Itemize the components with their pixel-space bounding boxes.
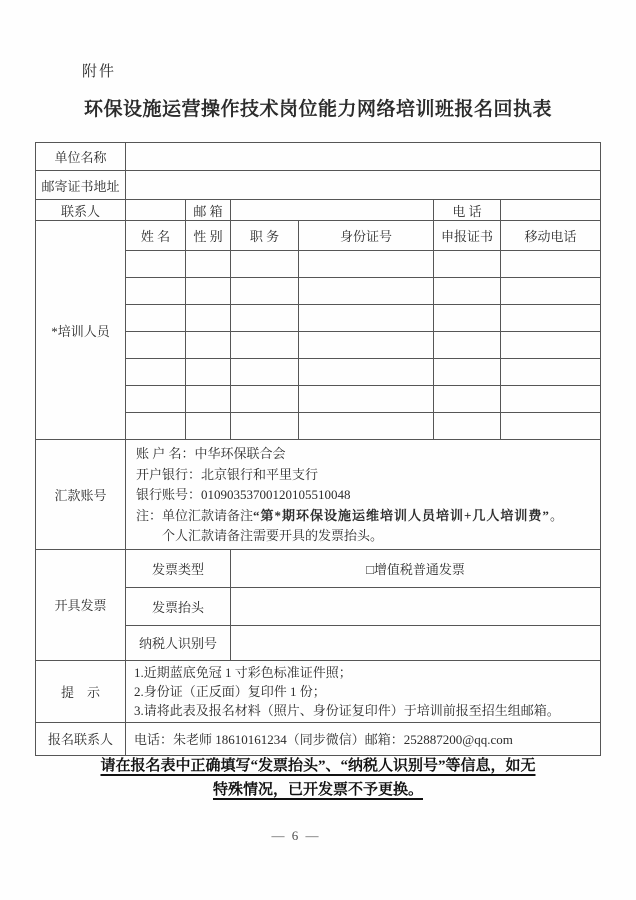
registration-form-table bbox=[35, 142, 601, 756]
trainee-empty-cell bbox=[434, 305, 501, 332]
remittance-note-suffix: 。 bbox=[549, 507, 563, 523]
trainee-empty-cell bbox=[126, 386, 186, 413]
checkbox-icon: □ bbox=[366, 561, 374, 577]
trainee-empty-cell bbox=[126, 332, 186, 359]
trainee-empty-cell bbox=[501, 278, 601, 305]
taxpayer-id-cell bbox=[231, 625, 601, 660]
remittance-bank: 开户银行：北京银行和平里支行 bbox=[136, 466, 319, 482]
trainee-col-header-position: 职 务 bbox=[231, 221, 299, 251]
trainee-empty-cell bbox=[186, 278, 231, 305]
invoice-type-row bbox=[36, 549, 601, 587]
trainee-empty-cell bbox=[299, 413, 434, 440]
trainee-empty-cell bbox=[126, 251, 186, 278]
invoice-title-cell bbox=[231, 587, 601, 625]
contact-label: 联系人 bbox=[36, 200, 126, 221]
remittance-account-number: 银行账号：01090353700120105510048 bbox=[136, 487, 351, 502]
invoice-type-label: 发票类型 bbox=[126, 549, 231, 587]
page-title: 环保设施运营操作技术岗位能力网络培训班报名回执表 bbox=[83, 99, 552, 120]
remittance-row bbox=[36, 440, 601, 550]
trainee-empty-cell bbox=[231, 251, 299, 278]
invoice-label: 开具发票 bbox=[36, 549, 126, 660]
trainee-empty-cell bbox=[231, 359, 299, 386]
trainee-empty-cell bbox=[501, 305, 601, 332]
trainee-col-header-mobile: 移动电话 bbox=[501, 221, 601, 251]
trainee-empty-cell bbox=[186, 251, 231, 278]
trainee-empty-cell bbox=[186, 413, 231, 440]
remittance-note-emphasis: “第*期环保设施运维培训人员培训+几人培训费” bbox=[253, 507, 550, 523]
trainee-empty-cell bbox=[501, 359, 601, 386]
trainee-empty-cell bbox=[299, 332, 434, 359]
email-cell bbox=[231, 200, 434, 221]
trainee-empty-cell bbox=[186, 305, 231, 332]
unit-name-cell bbox=[126, 143, 601, 171]
trainee-empty-cell bbox=[299, 251, 434, 278]
remittance-note-line2: 个人汇款请备注需要开具的发票抬头。 bbox=[162, 528, 384, 543]
trainee-col-header-name: 姓 名 bbox=[126, 221, 186, 251]
trainee-empty-cell bbox=[299, 359, 434, 386]
trainee-empty-cell bbox=[126, 278, 186, 305]
trainee-col-header-gender: 性 别 bbox=[186, 221, 231, 251]
tips-label: 提 示 bbox=[36, 660, 126, 722]
remittance-details-cell bbox=[126, 440, 601, 550]
tip-item-3: 3.请将此表及报名材料（照片、身份证复印件）于培训前报至招生组邮箱。 bbox=[134, 702, 560, 718]
trainee-empty-cell bbox=[231, 386, 299, 413]
remittance-account-name: 账 户 名：中华环保联合会 bbox=[136, 446, 286, 461]
trainee-empty-cell bbox=[434, 251, 501, 278]
trainee-empty-cell bbox=[501, 386, 601, 413]
registration-contact-value: 电话：朱老师 18610161234（同步微信）邮箱：252887200@qq.com bbox=[126, 722, 601, 755]
mailing-address-row bbox=[36, 171, 601, 200]
mailing-address-cell bbox=[126, 171, 601, 200]
trainee-empty-cell bbox=[186, 386, 231, 413]
mailing-address-label: 邮寄证书地址 bbox=[36, 171, 126, 200]
invoice-type-value: 增值税普通发票 bbox=[373, 561, 465, 577]
trainee-empty-cell bbox=[126, 413, 186, 440]
taxpayer-id-label: 纳税人识别号 bbox=[126, 625, 231, 660]
invoice-title-label: 发票抬头 bbox=[126, 587, 231, 625]
trainee-empty-cell bbox=[126, 305, 186, 332]
phone-label: 电 话 bbox=[434, 200, 501, 221]
remittance-label: 汇款账号 bbox=[36, 440, 126, 550]
trainee-empty-cell bbox=[434, 278, 501, 305]
registration-contact-label: 报名联系人 bbox=[36, 722, 126, 755]
unit-name-label: 单位名称 bbox=[36, 143, 126, 171]
attachment-label: 附件 bbox=[82, 64, 117, 80]
tips-cell bbox=[126, 660, 601, 722]
tips-row bbox=[36, 660, 601, 722]
contact-name-cell bbox=[126, 200, 186, 221]
trainee-col-header-id-number: 身份证号 bbox=[299, 221, 434, 251]
invoice-type-value-cell bbox=[231, 549, 601, 587]
trainee-empty-cell bbox=[434, 386, 501, 413]
trainee-empty-cell bbox=[186, 359, 231, 386]
trainee-empty-cell bbox=[434, 413, 501, 440]
unit-name-row bbox=[36, 143, 601, 171]
tip-item-1: 1.近期蓝底免冠 1 寸彩色标准证件照； bbox=[134, 664, 352, 680]
trainee-header-row bbox=[36, 221, 601, 251]
tip-item-2: 2.身份证（正反面）复印件 1 份； bbox=[134, 683, 326, 699]
footer-note-line1: 请在报名表中正确填写“发票抬头”、“纳税人识别号”等信息，如无 bbox=[100, 758, 536, 774]
page-number: — 6 — bbox=[271, 828, 321, 843]
footer-note bbox=[0, 754, 636, 802]
contact-row bbox=[36, 200, 601, 221]
trainee-empty-cell bbox=[231, 332, 299, 359]
trainees-label: *培训人员 bbox=[36, 221, 126, 440]
trainee-empty-cell bbox=[501, 251, 601, 278]
remittance-note-prefix: 注：单位汇款请备注 bbox=[136, 507, 254, 523]
trainee-empty-cell bbox=[299, 278, 434, 305]
trainee-empty-cell bbox=[186, 332, 231, 359]
trainee-empty-cell bbox=[299, 305, 434, 332]
registration-contact-row bbox=[36, 722, 601, 755]
trainee-empty-cell bbox=[501, 332, 601, 359]
trainee-empty-cell bbox=[434, 359, 501, 386]
footer-note-line2: 特殊情况，已开发票不予更换。 bbox=[212, 782, 423, 798]
remittance-note bbox=[136, 506, 594, 527]
trainee-col-header-certificate: 申报证书 bbox=[434, 221, 501, 251]
trainee-empty-cell bbox=[231, 413, 299, 440]
trainee-empty-cell bbox=[501, 413, 601, 440]
trainee-empty-cell bbox=[434, 332, 501, 359]
trainee-empty-cell bbox=[231, 278, 299, 305]
email-label: 邮 箱 bbox=[186, 200, 231, 221]
trainee-empty-cell bbox=[231, 305, 299, 332]
trainee-empty-cell bbox=[299, 386, 434, 413]
trainee-empty-cell bbox=[126, 359, 186, 386]
phone-cell bbox=[501, 200, 601, 221]
